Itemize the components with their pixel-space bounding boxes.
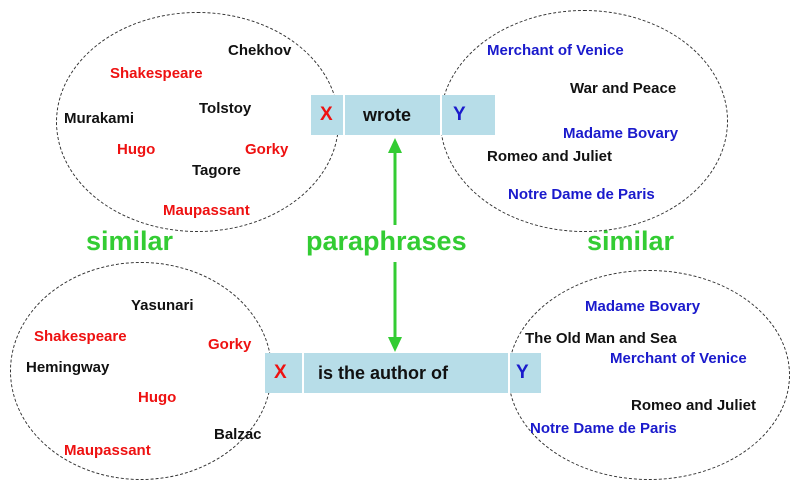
label-paraphrases: paraphrases	[306, 226, 467, 256]
work-romeo-and-juliet: Romeo and Juliet	[487, 148, 613, 165]
pattern-relation-is-the-author-of: is the author of	[318, 363, 448, 383]
work-romeo-and-juliet: Romeo and Juliet	[631, 397, 757, 414]
pattern-variable-y: Y	[516, 362, 529, 383]
box-divider	[302, 353, 304, 393]
author-balzac: Balzac	[214, 426, 262, 443]
pattern-variable-x: X	[274, 362, 287, 383]
author-shakespeare: Shakespeare	[34, 328, 127, 345]
work-notre-dame-de-paris: Notre Dame de Paris	[530, 420, 677, 437]
author-maupassant: Maupassant	[163, 202, 250, 219]
work-merchant-of-venice: Merchant of Venice	[610, 350, 747, 367]
author-murakami: Murakami	[64, 110, 135, 127]
work-madame-bovary: Madame Bovary	[563, 125, 679, 142]
label-similar-left: similar	[86, 226, 174, 256]
author-hugo: Hugo	[117, 141, 156, 158]
box-divider	[508, 353, 510, 393]
author-tolstoy: Tolstoy	[199, 100, 252, 117]
work-the-old-man-and-sea: The Old Man and Sea	[525, 330, 677, 347]
author-hugo: Hugo	[138, 389, 177, 406]
pattern-variable-y: Y	[453, 104, 466, 125]
work-merchant-of-venice: Merchant of Venice	[487, 42, 624, 59]
author-gorky: Gorky	[245, 141, 289, 158]
author-hemingway: Hemingway	[26, 359, 110, 376]
author-yasunari: Yasunari	[131, 297, 194, 314]
pattern-relation-wrote: wrote	[363, 105, 412, 125]
author-shakespeare: Shakespeare	[110, 65, 203, 82]
label-similar-right: similar	[587, 226, 675, 256]
author-gorky: Gorky	[208, 336, 252, 353]
author-maupassant: Maupassant	[64, 442, 151, 459]
author-tagore: Tagore	[192, 162, 241, 179]
work-war-and-peace: War and Peace	[570, 80, 677, 97]
author-chekhov: Chekhov	[228, 42, 292, 59]
pattern-variable-x: X	[320, 104, 333, 125]
work-madame-bovary: Madame Bovary	[585, 298, 701, 315]
pattern-box-is-the-author-of	[265, 353, 541, 393]
work-notre-dame-de-paris: Notre Dame de Paris	[508, 186, 655, 203]
